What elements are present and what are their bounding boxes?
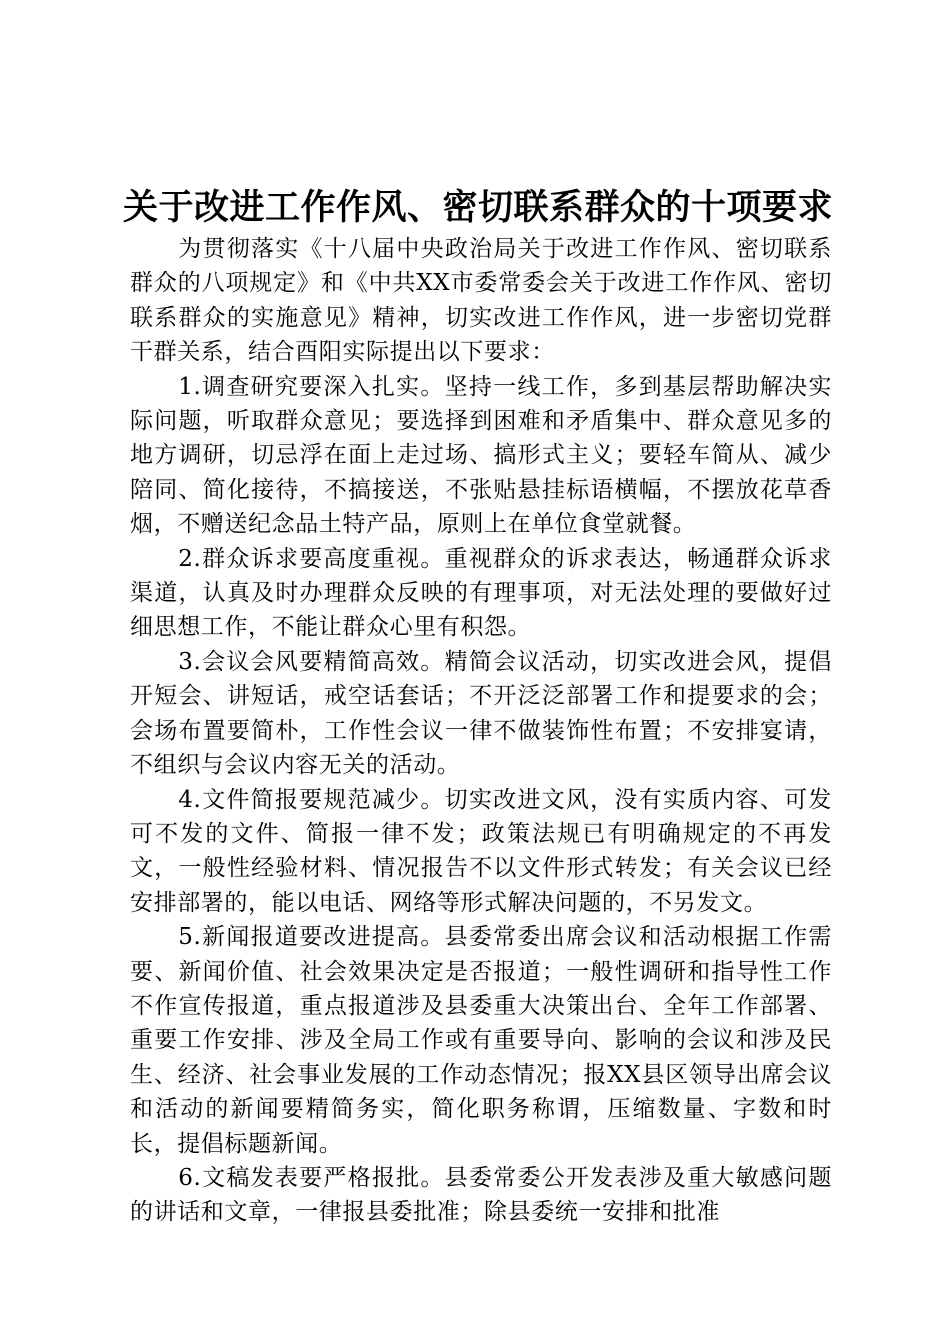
document-body (130, 232, 832, 1230)
paragraph-item-1: 1.调查研究要深入扎实。坚持一线工作，多到基层帮助解决实际问题，听取群众意见；要选择到困难和矛盾集中、群众意见多的地方调研，切忌浮在面上走过场、搞形式主义；要轻车简从、减少陪同、简化接待，不搞接送，不张贴悬挂标语横幅，不摆放花草香烟，不赠送纪念品土特产品，原则上在单位食堂就餐。 (130, 373, 832, 538)
paragraph-item-5: 5.新闻报道要改进提高。县委常委出席会议和活动根据工作需要、新闻价值、社会效果决定是否报道；一般性调研和指导性工作不作宣传报道，重点报道涉及县委重大决策出台、全年工作部署、重要工作安排、涉及全局工作或有重要导向、影响的会议和涉及民生、经济、社会事业发展的工作动态情况；报XX县区领导出席会议和活动的新闻要精简务实，简化职务称谓，压缩数量、字数和时长，提倡标题新闻。 (130, 924, 832, 1157)
paragraph-intro: 为贯彻落实《十八届中央政治局关于改进工作作风、密切联系群众的八项规定》和《中共XX市委常委会关于改进工作作风、密切联系群众的实施意见》精神，切实改进工作作风，进一步密切党群干群关系，结合酉阳实际提出以下要求： (130, 236, 832, 366)
paragraph-item-6: 6.文稿发表要严格报批。县委常委公开发表涉及重大敏感问题的讲话和文章，一律报县委批准；除县委统一安排和批准 (130, 1164, 832, 1226)
paragraph-item-2: 2.群众诉求要高度重视。重视群众的诉求表达，畅通群众诉求渠道，认真及时办理群众反映的有理事项，对无法处理的要做好过细思想工作，不能让群众心里有积怨。 (130, 545, 832, 641)
paragraph-item-3: 3.会议会风要精简高效。精简会议活动，切实改进会风，提倡开短会、讲短话，戒空话套话；不开泛泛部署工作和提要求的会；会场布置要简朴，工作性会议一律不做装饰性布置；不安排宴请，不组织与会议内容无关的活动。 (130, 648, 832, 779)
document-title: 关于改进工作作风、密切联系群众的十项要求 (122, 187, 833, 228)
paragraph-item-4: 4.文件简报要规范减少。切实改进文风，没有实质内容、可发可不发的文件、简报一律不发；政策法规已有明确规定的不再发文，一般性经验材料、情况报告不以文件形式转发；有关会议已经安排部署的，能以电话、网络等形式解决问题的，不另发文。 (130, 786, 832, 916)
